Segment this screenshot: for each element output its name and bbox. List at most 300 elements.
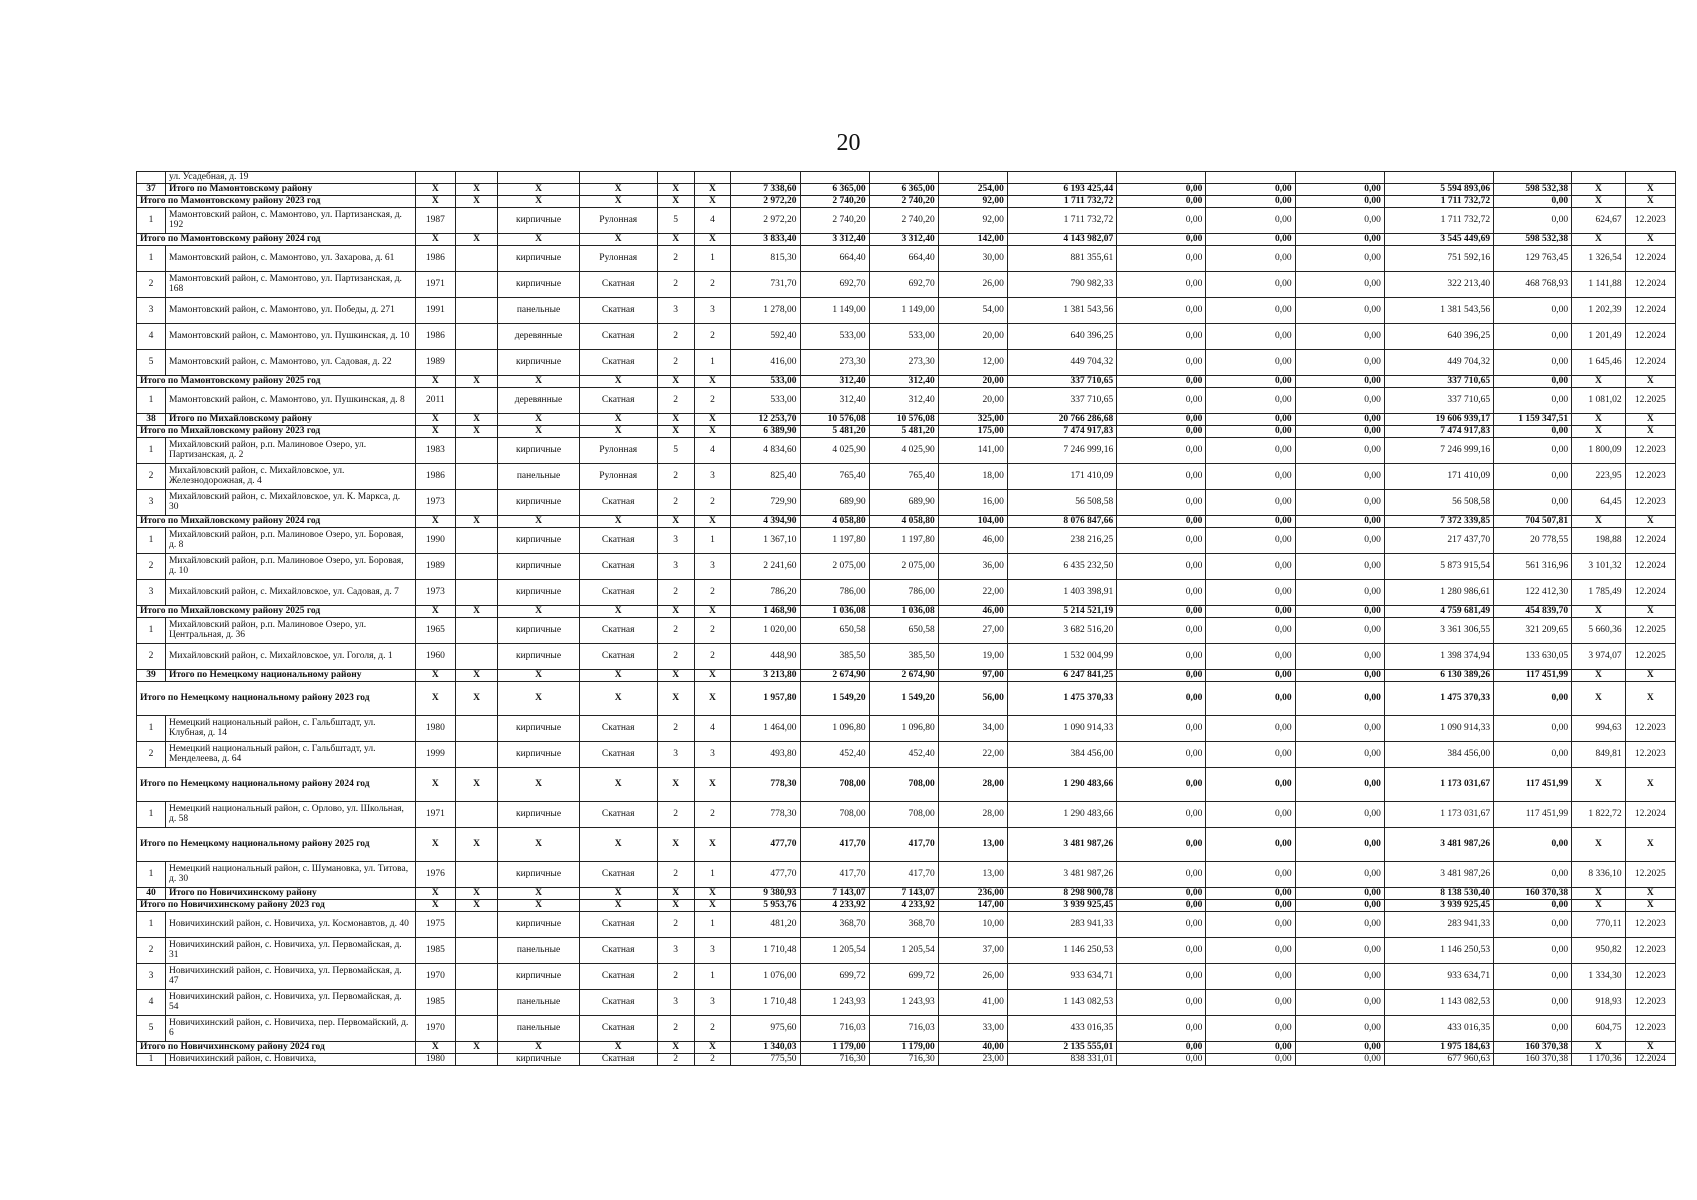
residents-cell: 36,00 xyxy=(938,554,1007,580)
address-cell: Михайловский район, с. Михайловское, ул. Садовая, д. 7 xyxy=(165,580,415,606)
roof-type-cell: Скатная xyxy=(579,490,657,516)
fund-regional-cell: 0,00 xyxy=(1206,900,1295,912)
fund-regional-cell: 0,00 xyxy=(1206,802,1295,828)
completion-date-cell: 12.2024 xyxy=(1625,802,1675,828)
fund-local-cell: 0,00 xyxy=(1295,246,1384,272)
roof-type-cell: Скатная xyxy=(579,1016,657,1042)
commissioning-year-cell xyxy=(455,350,497,376)
build-year-cell: 1990 xyxy=(415,528,455,554)
floors-cell: 2 xyxy=(657,350,694,376)
area-living-cell: 417,70 xyxy=(800,862,869,888)
fund-other-cell: 598 532,38 xyxy=(1494,234,1572,246)
area-total-cell: 3 833,40 xyxy=(731,234,800,246)
area-living-cell: 1 149,00 xyxy=(800,298,869,324)
fund-owners-cell: 1 143 082,53 xyxy=(1384,990,1493,1016)
row-number-cell: 1 xyxy=(137,912,166,938)
residents-cell: 92,00 xyxy=(938,196,1007,208)
commissioning-year-cell xyxy=(455,208,497,234)
fund-federal-cell: 0,00 xyxy=(1117,208,1206,234)
fund-regional-cell: 0,00 xyxy=(1206,888,1295,900)
fund-local-cell: 0,00 xyxy=(1295,912,1384,938)
fund-federal-cell: 0,00 xyxy=(1117,964,1206,990)
cost-total-cell: 7 246 999,16 xyxy=(1007,438,1116,464)
x-mark-cell: X xyxy=(579,606,657,618)
fund-local-cell: 0,00 xyxy=(1295,828,1384,862)
table-row xyxy=(137,464,1676,490)
area-living-cell: 708,00 xyxy=(800,768,869,802)
residents-cell: 20,00 xyxy=(938,388,1007,414)
total-row xyxy=(137,426,1676,438)
fund-other-cell: 0,00 xyxy=(1494,938,1572,964)
total-row xyxy=(137,414,1676,426)
build-year-cell: 1991 xyxy=(415,298,455,324)
fund-regional-cell: 0,00 xyxy=(1206,1042,1295,1054)
wall-material-cell: кирпичные xyxy=(498,644,579,670)
fund-local-cell: 0,00 xyxy=(1295,1042,1384,1054)
build-year-cell: 1983 xyxy=(415,438,455,464)
x-mark-cell: X xyxy=(415,670,455,682)
x-mark-cell: X xyxy=(498,670,579,682)
x-mark-cell: X xyxy=(455,196,497,208)
cost-total-cell: 3 682 516,20 xyxy=(1007,618,1116,644)
area-total-cell: 1 464,00 xyxy=(731,716,800,742)
fund-owners-cell: 433 016,35 xyxy=(1384,1016,1493,1042)
entrances-cell: 3 xyxy=(694,554,731,580)
area-living-cell: 2 674,90 xyxy=(800,670,869,682)
cost-total-cell: 3 939 925,45 xyxy=(1007,900,1116,912)
floors-cell: 2 xyxy=(657,964,694,990)
area-total-cell: 2 972,20 xyxy=(731,196,800,208)
fund-other-cell: 454 839,70 xyxy=(1494,606,1572,618)
completion-date-cell: 12.2024 xyxy=(1625,272,1675,298)
commissioning-year-cell xyxy=(455,272,497,298)
x-mark-cell: X xyxy=(1625,768,1675,802)
table-row xyxy=(137,938,1676,964)
area-living-cell: 708,00 xyxy=(800,802,869,828)
unit-cost-cell: 198,88 xyxy=(1572,528,1626,554)
commissioning-year-cell xyxy=(455,246,497,272)
fund-local-cell: 0,00 xyxy=(1295,426,1384,438)
x-mark-cell: X xyxy=(657,682,694,716)
fund-federal-cell: 0,00 xyxy=(1117,414,1206,426)
commissioning-year-cell xyxy=(455,554,497,580)
x-mark-cell: X xyxy=(694,516,731,528)
address-cell: Михайловский район, р.п. Малиновое Озеро, ул. Боровая, д. 8 xyxy=(165,528,415,554)
table-row xyxy=(137,246,1676,272)
area-owned-cell: 2 740,20 xyxy=(869,208,938,234)
x-mark-cell: X xyxy=(657,828,694,862)
roof-type-cell: Скатная xyxy=(579,802,657,828)
fund-owners-cell: 5 873 915,54 xyxy=(1384,554,1493,580)
fund-federal-cell: 0,00 xyxy=(1117,376,1206,388)
x-mark-cell: X xyxy=(657,376,694,388)
floors-cell: 2 xyxy=(657,246,694,272)
completion-date-cell: 12.2025 xyxy=(1625,388,1675,414)
residents-cell: 33,00 xyxy=(938,1016,1007,1042)
unit-cost-cell: 8 336,10 xyxy=(1572,862,1626,888)
area-living-cell: 1 549,20 xyxy=(800,682,869,716)
total-row xyxy=(137,234,1676,246)
fund-owners-cell: 322 213,40 xyxy=(1384,272,1493,298)
residents-cell: 37,00 xyxy=(938,938,1007,964)
fund-federal-cell: 0,00 xyxy=(1117,554,1206,580)
residents-cell: 20,00 xyxy=(938,324,1007,350)
fund-federal-cell: 0,00 xyxy=(1117,990,1206,1016)
fund-federal-cell: 0,00 xyxy=(1117,802,1206,828)
x-mark-cell: X xyxy=(455,900,497,912)
area-living-cell: 6 365,00 xyxy=(800,184,869,196)
cost-total-cell: 1 475 370,33 xyxy=(1007,682,1116,716)
build-year-cell: 2011 xyxy=(415,388,455,414)
x-mark-cell: X xyxy=(455,234,497,246)
x-mark-cell: X xyxy=(1572,670,1626,682)
fund-federal-cell: 0,00 xyxy=(1117,742,1206,768)
unit-cost-cell: 1 202,39 xyxy=(1572,298,1626,324)
area-living-cell: 2 740,20 xyxy=(800,208,869,234)
x-mark-cell: X xyxy=(657,426,694,438)
x-mark-cell: X xyxy=(657,900,694,912)
cost-total-cell: 337 710,65 xyxy=(1007,376,1116,388)
wall-material-cell: кирпичные xyxy=(498,438,579,464)
x-mark-cell: X xyxy=(1625,606,1675,618)
area-total-cell: 731,70 xyxy=(731,272,800,298)
total-row xyxy=(137,768,1676,802)
area-owned-cell: 4 233,92 xyxy=(869,900,938,912)
residents-cell: 30,00 xyxy=(938,246,1007,272)
area-total-cell: 4 834,60 xyxy=(731,438,800,464)
entrances-cell: 4 xyxy=(694,716,731,742)
fund-other-cell: 133 630,05 xyxy=(1494,644,1572,670)
completion-date-cell: 12.2024 xyxy=(1625,350,1675,376)
fund-regional-cell: 0,00 xyxy=(1206,742,1295,768)
district-number-cell: 38 xyxy=(137,414,166,426)
wall-material-cell: кирпичные xyxy=(498,742,579,768)
x-mark-cell: X xyxy=(455,184,497,196)
area-total-cell: 7 338,60 xyxy=(731,184,800,196)
unit-cost-cell: 1 822,72 xyxy=(1572,802,1626,828)
x-mark-cell: X xyxy=(657,234,694,246)
residents-cell: 28,00 xyxy=(938,802,1007,828)
x-mark-cell: X xyxy=(455,1042,497,1054)
x-mark-cell: X xyxy=(579,376,657,388)
build-year-cell xyxy=(415,172,455,184)
area-owned-cell: 708,00 xyxy=(869,768,938,802)
commissioning-year-cell xyxy=(455,1016,497,1042)
wall-material-cell: кирпичные xyxy=(498,802,579,828)
address-cell: Новичихинский район, с. Новичиха, пер. Первомайский, д. 6 xyxy=(165,1016,415,1042)
build-year-cell: 1976 xyxy=(415,862,455,888)
residents-cell: 175,00 xyxy=(938,426,1007,438)
x-mark-cell: X xyxy=(415,196,455,208)
area-total-cell: 9 380,93 xyxy=(731,888,800,900)
area-living-cell: 1 197,80 xyxy=(800,528,869,554)
area-living-cell: 2 740,20 xyxy=(800,196,869,208)
fund-owners-cell: 217 437,70 xyxy=(1384,528,1493,554)
area-owned-cell: 1 179,00 xyxy=(869,1042,938,1054)
residents-cell: 34,00 xyxy=(938,716,1007,742)
fund-other-cell: 117 451,99 xyxy=(1494,802,1572,828)
completion-date-cell: 12.2024 xyxy=(1625,554,1675,580)
x-mark-cell: X xyxy=(498,888,579,900)
area-total-cell: 448,90 xyxy=(731,644,800,670)
fund-regional-cell: 0,00 xyxy=(1206,912,1295,938)
build-year-cell: 1986 xyxy=(415,246,455,272)
area-living-cell: 1 096,80 xyxy=(800,716,869,742)
district-total-name-cell: Итого по Михайловскому району xyxy=(165,414,415,426)
fund-local-cell: 0,00 xyxy=(1295,208,1384,234)
fund-local-cell: 0,00 xyxy=(1295,580,1384,606)
fund-other-cell: 160 370,38 xyxy=(1494,1042,1572,1054)
completion-date-cell xyxy=(1625,172,1675,184)
fund-regional-cell: 0,00 xyxy=(1206,376,1295,388)
area-total-cell: 5 953,76 xyxy=(731,900,800,912)
row-number-cell: 1 xyxy=(137,862,166,888)
area-living-cell: 716,30 xyxy=(800,1054,869,1066)
floors-cell: 3 xyxy=(657,938,694,964)
x-mark-cell: X xyxy=(498,1042,579,1054)
address-cell: Новичихинский район, с. Новичиха, ул. Первомайская, д. 31 xyxy=(165,938,415,964)
row-number-cell: 5 xyxy=(137,350,166,376)
build-year-cell: 1971 xyxy=(415,802,455,828)
row-number-cell: 2 xyxy=(137,742,166,768)
fund-owners-cell: 1 146 250,53 xyxy=(1384,938,1493,964)
unit-cost-cell: 1 326,54 xyxy=(1572,246,1626,272)
fund-other-cell: 0,00 xyxy=(1494,388,1572,414)
area-total-cell: 533,00 xyxy=(731,388,800,414)
fund-local-cell: 0,00 xyxy=(1295,554,1384,580)
commissioning-year-cell xyxy=(455,298,497,324)
row-number-cell: 4 xyxy=(137,324,166,350)
fund-other-cell: 0,00 xyxy=(1494,376,1572,388)
fund-federal-cell: 0,00 xyxy=(1117,938,1206,964)
fund-federal-cell: 0,00 xyxy=(1117,912,1206,938)
fund-local-cell: 0,00 xyxy=(1295,324,1384,350)
fund-regional-cell: 0,00 xyxy=(1206,350,1295,376)
unit-cost-cell: 1 800,09 xyxy=(1572,438,1626,464)
entrances-cell: 4 xyxy=(694,438,731,464)
x-mark-cell: X xyxy=(694,888,731,900)
completion-date-cell: 12.2023 xyxy=(1625,912,1675,938)
fund-regional-cell: 0,00 xyxy=(1206,716,1295,742)
build-year-cell: 1975 xyxy=(415,912,455,938)
fund-federal-cell: 0,00 xyxy=(1117,438,1206,464)
fund-owners-cell: 933 634,71 xyxy=(1384,964,1493,990)
wall-material-cell: кирпичные xyxy=(498,716,579,742)
x-mark-cell: X xyxy=(1625,184,1675,196)
x-mark-cell: X xyxy=(455,682,497,716)
residents-cell: 28,00 xyxy=(938,768,1007,802)
area-living-cell: 3 312,40 xyxy=(800,234,869,246)
area-total-cell: 1 340,03 xyxy=(731,1042,800,1054)
total-row xyxy=(137,376,1676,388)
area-owned-cell: 692,70 xyxy=(869,272,938,298)
area-total-cell: 477,70 xyxy=(731,828,800,862)
x-mark-cell: X xyxy=(694,828,731,862)
row-number-cell: 1 xyxy=(137,438,166,464)
wall-material-cell: деревянные xyxy=(498,388,579,414)
fund-regional-cell: 0,00 xyxy=(1206,990,1295,1016)
table-row xyxy=(137,1016,1676,1042)
row-number-cell: 1 xyxy=(137,208,166,234)
cost-total-cell: 433 016,35 xyxy=(1007,1016,1116,1042)
x-mark-cell: X xyxy=(657,196,694,208)
table-row xyxy=(137,742,1676,768)
address-cell: Михайловский район, р.п. Малиновое Озеро, ул. Партизанская, д. 2 xyxy=(165,438,415,464)
fund-regional-cell: 0,00 xyxy=(1206,196,1295,208)
roof-type-cell: Скатная xyxy=(579,580,657,606)
x-mark-cell: X xyxy=(498,234,579,246)
commissioning-year-cell xyxy=(455,964,497,990)
roof-type-cell: Скатная xyxy=(579,554,657,580)
row-number-cell: 2 xyxy=(137,464,166,490)
area-owned-cell: 1 096,80 xyxy=(869,716,938,742)
commissioning-year-cell xyxy=(455,938,497,964)
fund-local-cell: 0,00 xyxy=(1295,414,1384,426)
x-mark-cell: X xyxy=(1572,184,1626,196)
address-cell: Немецкий национальный район, с. Гальбштадт, ул. Менделеева, д. 64 xyxy=(165,742,415,768)
total-row xyxy=(137,606,1676,618)
fund-regional-cell: 0,00 xyxy=(1206,644,1295,670)
fund-owners-cell: 337 710,65 xyxy=(1384,376,1493,388)
fund-owners-cell: 3 545 449,69 xyxy=(1384,234,1493,246)
residents-cell: 10,00 xyxy=(938,912,1007,938)
x-mark-cell: X xyxy=(415,828,455,862)
area-total-cell: 3 213,80 xyxy=(731,670,800,682)
floors-cell: 2 xyxy=(657,490,694,516)
build-year-cell: 1985 xyxy=(415,990,455,1016)
fund-local-cell: 0,00 xyxy=(1295,272,1384,298)
fund-local-cell: 0,00 xyxy=(1295,490,1384,516)
year-total-name-cell: Итого по Михайловскому району 2025 год xyxy=(137,606,416,618)
area-owned-cell: 650,58 xyxy=(869,618,938,644)
area-living-cell: 664,40 xyxy=(800,246,869,272)
roof-type-cell: Скатная xyxy=(579,350,657,376)
cost-total-cell: 1 711 732,72 xyxy=(1007,196,1116,208)
area-living-cell: 4 025,90 xyxy=(800,438,869,464)
entrances-cell: 2 xyxy=(694,272,731,298)
build-year-cell: 1970 xyxy=(415,964,455,990)
build-year-cell: 1989 xyxy=(415,350,455,376)
x-mark-cell: X xyxy=(415,900,455,912)
fund-other-cell: 0,00 xyxy=(1494,490,1572,516)
area-owned-cell: 2 740,20 xyxy=(869,196,938,208)
fund-regional-cell: 0,00 xyxy=(1206,246,1295,272)
floors-cell: 2 xyxy=(657,1054,694,1066)
address-cell: Мамонтовский район, с. Мамонтово, ул. Садовая, д. 22 xyxy=(165,350,415,376)
cost-total-cell: 20 766 286,68 xyxy=(1007,414,1116,426)
address-cell: Михайловский район, с. Михайловское, ул. К. Маркса, д. 30 xyxy=(165,490,415,516)
roof-type-cell: Скатная xyxy=(579,990,657,1016)
area-owned-cell: 716,03 xyxy=(869,1016,938,1042)
fund-federal-cell: 0,00 xyxy=(1117,644,1206,670)
floors-cell: 2 xyxy=(657,272,694,298)
x-mark-cell: X xyxy=(579,888,657,900)
fund-other-cell: 704 507,81 xyxy=(1494,516,1572,528)
commissioning-year-cell xyxy=(455,716,497,742)
area-owned-cell: 1 197,80 xyxy=(869,528,938,554)
x-mark-cell: X xyxy=(579,234,657,246)
fund-federal-cell: 0,00 xyxy=(1117,682,1206,716)
area-owned-cell: 273,30 xyxy=(869,350,938,376)
fund-other-cell: 0,00 xyxy=(1494,716,1572,742)
fund-federal-cell: 0,00 xyxy=(1117,350,1206,376)
table-row xyxy=(137,350,1676,376)
fund-owners-cell: 1 475 370,33 xyxy=(1384,682,1493,716)
cost-total-cell: 3 481 987,26 xyxy=(1007,828,1116,862)
floors-cell: 2 xyxy=(657,644,694,670)
wall-material-cell: панельные xyxy=(498,464,579,490)
address-cell: Михайловский район, с. Михайловское, ул. Гоголя, д. 1 xyxy=(165,644,415,670)
address-cell: Мамонтовский район, с. Мамонтово, ул. Пушкинская, д. 8 xyxy=(165,388,415,414)
entrances-cell: 1 xyxy=(694,862,731,888)
fund-regional-cell: 0,00 xyxy=(1206,964,1295,990)
unit-cost-cell: 770,11 xyxy=(1572,912,1626,938)
build-year-cell: 1987 xyxy=(415,208,455,234)
unit-cost-cell: 994,63 xyxy=(1572,716,1626,742)
area-living-cell: 1 205,54 xyxy=(800,938,869,964)
fund-owners-cell: 677 960,63 xyxy=(1384,1054,1493,1066)
total-row xyxy=(137,900,1676,912)
wall-material-cell: кирпичные xyxy=(498,208,579,234)
residents-cell: 20,00 xyxy=(938,376,1007,388)
fund-federal-cell: 0,00 xyxy=(1117,862,1206,888)
row-number-cell: 2 xyxy=(137,272,166,298)
wall-material-cell: деревянные xyxy=(498,324,579,350)
x-mark-cell: X xyxy=(1572,516,1626,528)
fund-owners-cell xyxy=(1384,172,1493,184)
fund-regional-cell: 0,00 xyxy=(1206,426,1295,438)
roof-type-cell: Рулонная xyxy=(579,438,657,464)
address-cell: Немецкий национальный район, с. Шумановка, ул. Титова, д. 30 xyxy=(165,862,415,888)
fund-regional-cell: 0,00 xyxy=(1206,324,1295,350)
address-cell: Новичихинский район, с. Новичиха, xyxy=(165,1054,415,1066)
fund-local-cell: 0,00 xyxy=(1295,184,1384,196)
x-mark-cell: X xyxy=(1625,682,1675,716)
cost-total-cell: 1 290 483,66 xyxy=(1007,802,1116,828)
area-total-cell: 775,50 xyxy=(731,1054,800,1066)
x-mark-cell: X xyxy=(694,900,731,912)
unit-cost-cell: 1 141,88 xyxy=(1572,272,1626,298)
cost-total-cell: 1 090 914,33 xyxy=(1007,716,1116,742)
area-total-cell: 592,40 xyxy=(731,324,800,350)
fund-owners-cell: 640 396,25 xyxy=(1384,324,1493,350)
area-owned-cell: 1 205,54 xyxy=(869,938,938,964)
floors-cell: 2 xyxy=(657,862,694,888)
x-mark-cell: X xyxy=(455,426,497,438)
fund-regional-cell: 0,00 xyxy=(1206,528,1295,554)
cost-total-cell: 337 710,65 xyxy=(1007,388,1116,414)
x-mark-cell: X xyxy=(579,184,657,196)
x-mark-cell: X xyxy=(1572,828,1626,862)
fund-local-cell: 0,00 xyxy=(1295,888,1384,900)
fund-local-cell: 0,00 xyxy=(1295,716,1384,742)
row-number-cell: 4 xyxy=(137,990,166,1016)
total-row xyxy=(137,1042,1676,1054)
row-number-cell: 2 xyxy=(137,938,166,964)
x-mark-cell: X xyxy=(1572,414,1626,426)
cost-total-cell: 7 474 917,83 xyxy=(1007,426,1116,438)
fund-local-cell: 0,00 xyxy=(1295,802,1384,828)
fund-owners-cell: 449 704,32 xyxy=(1384,350,1493,376)
x-mark-cell: X xyxy=(694,376,731,388)
x-mark-cell: X xyxy=(455,768,497,802)
fund-owners-cell: 1 381 543,56 xyxy=(1384,298,1493,324)
x-mark-cell: X xyxy=(415,516,455,528)
address-cell: Немецкий национальный район, с. Орлово, ул. Школьная, д. 58 xyxy=(165,802,415,828)
fund-federal-cell: 0,00 xyxy=(1117,888,1206,900)
total-row xyxy=(137,184,1676,196)
x-mark-cell: X xyxy=(1625,426,1675,438)
